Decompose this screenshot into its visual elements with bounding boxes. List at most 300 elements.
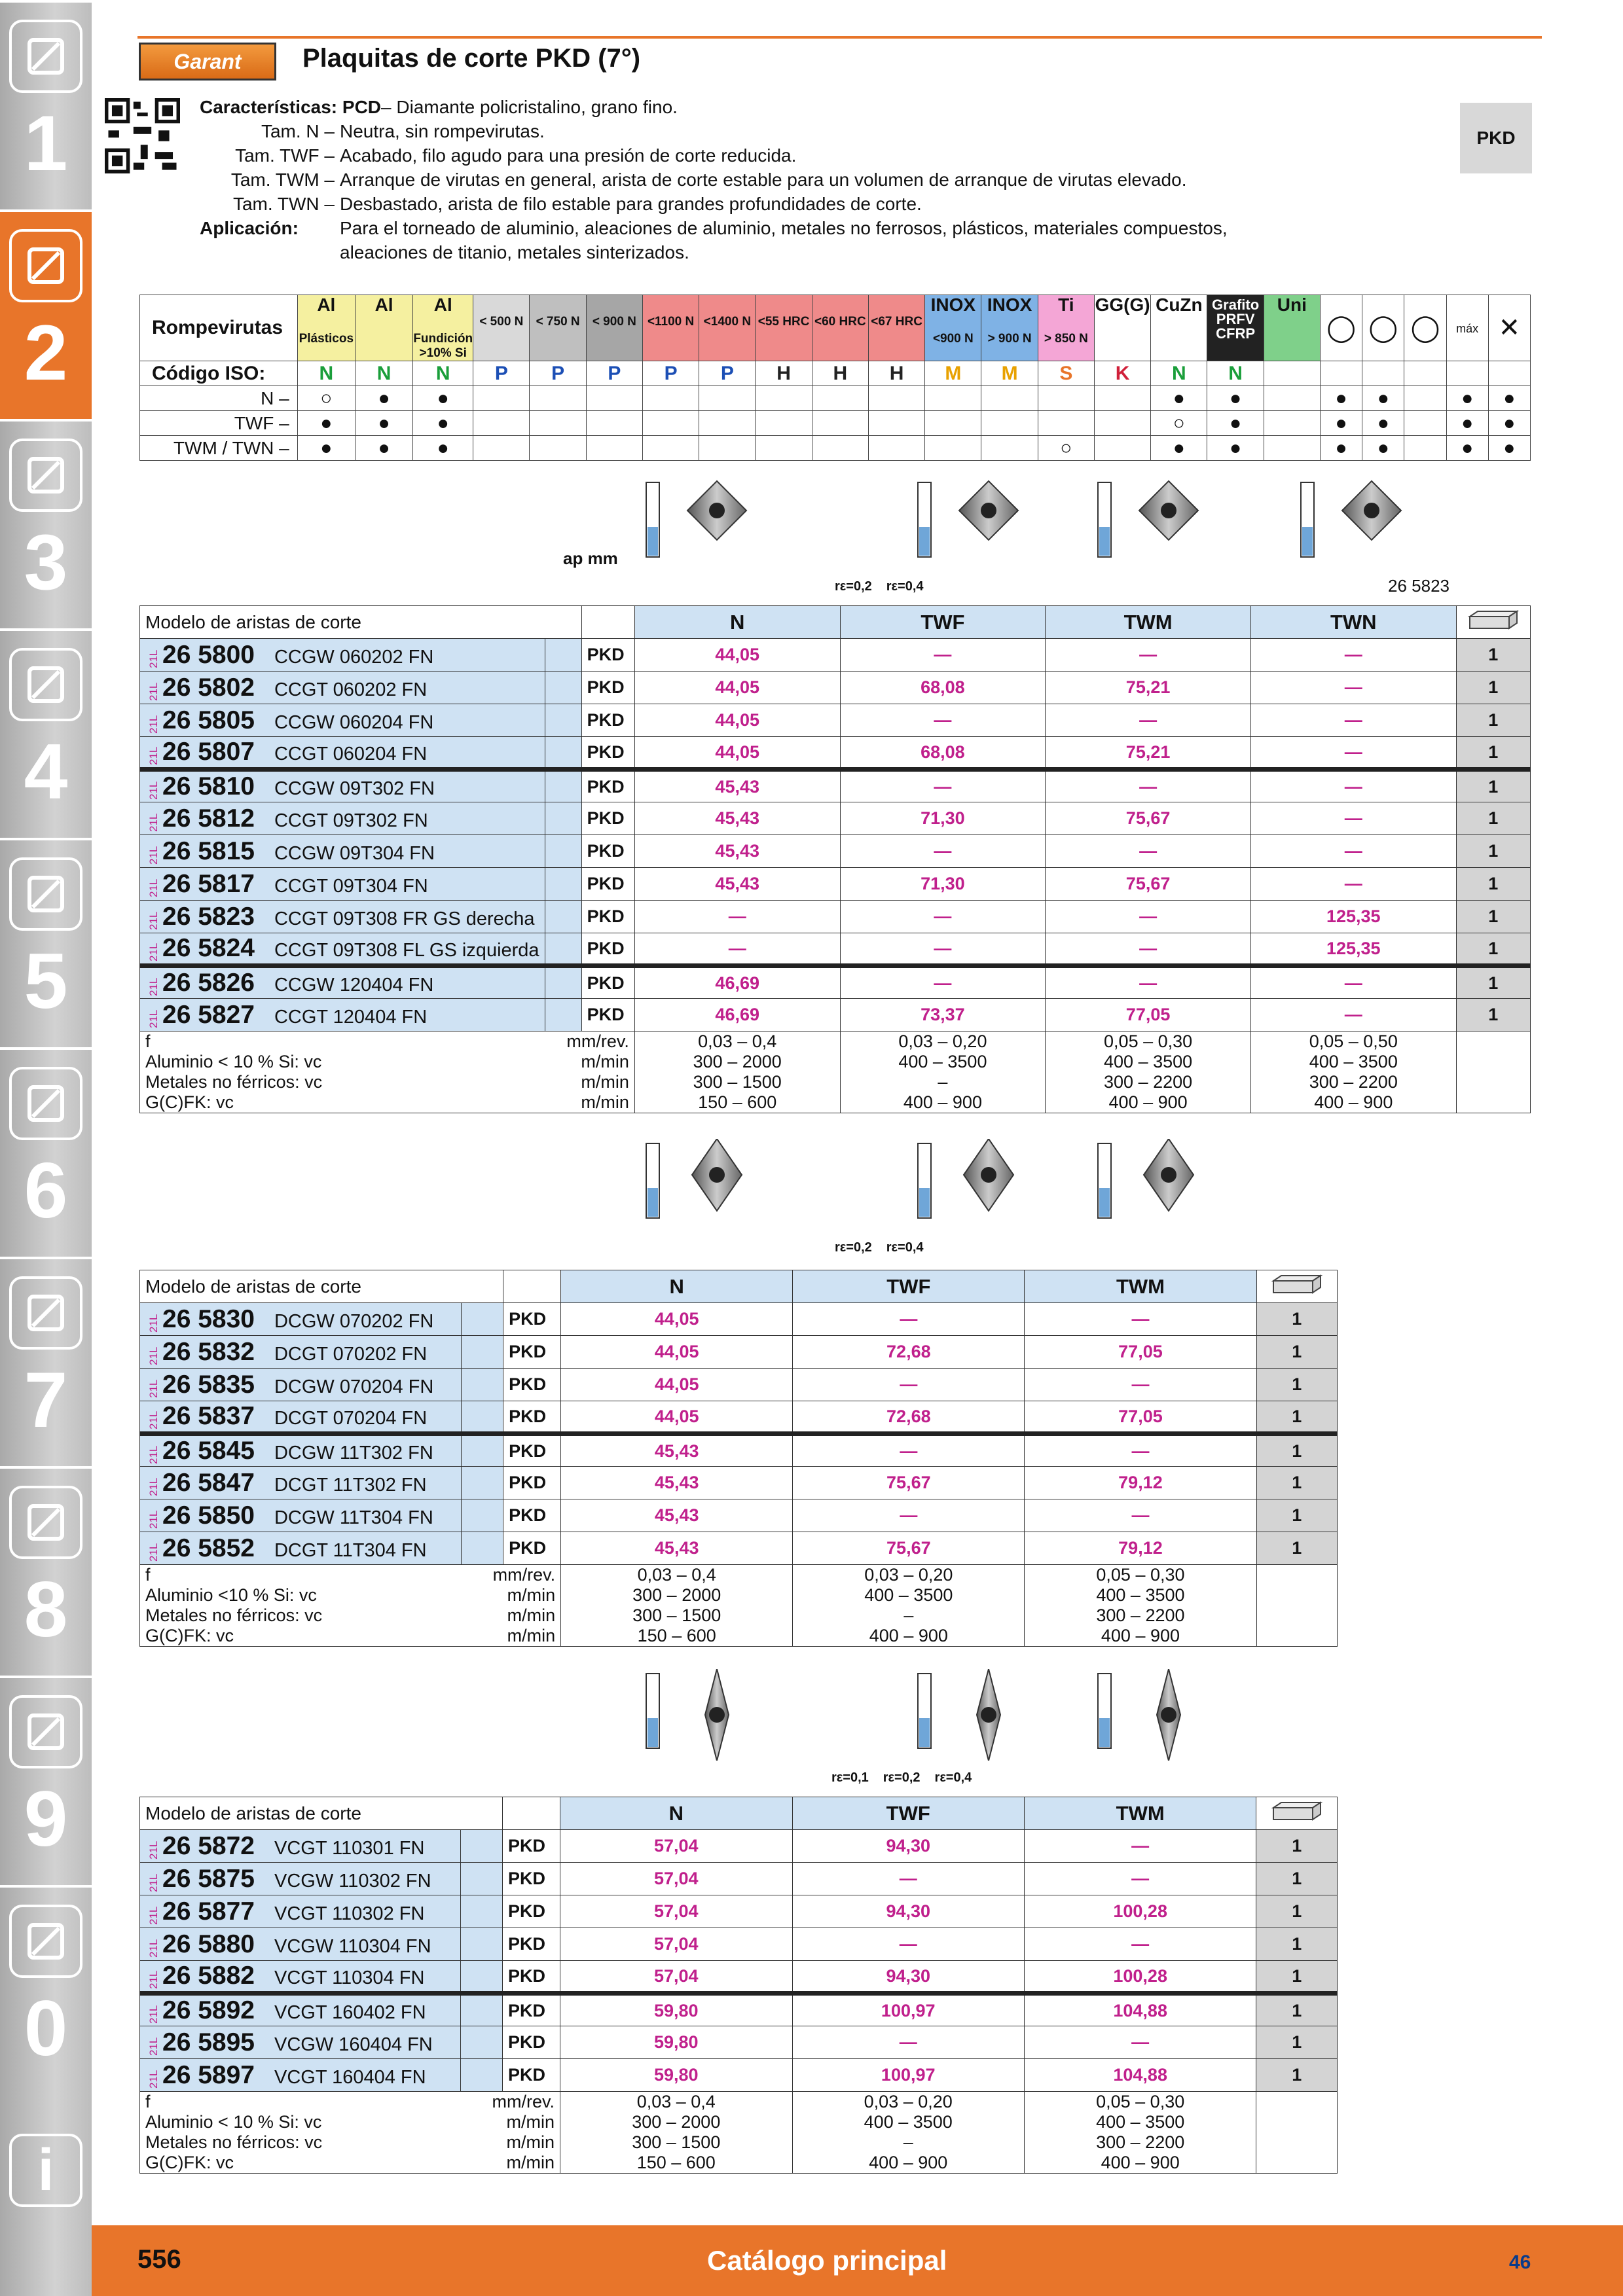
table-row[interactable] <box>140 1961 1338 1994</box>
table-row[interactable] <box>140 1532 1338 1565</box>
cutting-data-label: G(C)FK: vc <box>145 1092 234 1112</box>
cutting-data-value: 400 – 900 <box>1101 1626 1180 1645</box>
price-cell: — <box>1046 704 1251 737</box>
empty-cell <box>1456 1031 1530 1113</box>
characteristics-label: Características: <box>200 97 338 117</box>
type-column-header: TWM <box>1024 1797 1256 1830</box>
cutting-data-label: Aluminio < 10 % Si: vc <box>145 2112 322 2132</box>
table-row[interactable] <box>140 1994 1338 2026</box>
price-cell: 75,67 <box>1046 802 1251 835</box>
price-cell: 100,28 <box>1024 1895 1256 1928</box>
price-cell: 44,05 <box>561 1336 793 1369</box>
article-number: 26 5815 <box>162 836 255 865</box>
suitability-cell <box>355 436 412 461</box>
iso-code: H <box>776 362 791 384</box>
table-row[interactable] <box>140 2059 1338 2092</box>
price-cell: — <box>1250 802 1456 835</box>
table-row[interactable] <box>140 639 1531 672</box>
price-cell: 44,05 <box>634 737 840 770</box>
suitable-dot-icon <box>1336 391 1347 408</box>
material-column <box>297 295 355 361</box>
iso-code-cell <box>1151 361 1207 386</box>
material-column <box>586 295 642 361</box>
cutting-data-unit: mm/rev. <box>566 1031 629 1051</box>
application-label: Aplicación: <box>200 218 299 238</box>
suitability-cell <box>1362 386 1404 411</box>
price-cell: 44,05 <box>634 639 840 672</box>
pack-quantity: 1 <box>1256 1994 1338 2026</box>
model-header-spacer <box>581 606 634 639</box>
cutting-data-value: 300 – 2200 <box>1104 1072 1193 1092</box>
iso-code-cell <box>981 361 1038 386</box>
sidebar-chapter-4[interactable] <box>0 628 92 838</box>
designation: DCGW 070204 FN <box>274 1376 434 1397</box>
price-cell: 46,69 <box>634 999 840 1031</box>
table-row[interactable] <box>140 901 1531 933</box>
price-cell: 75,21 <box>1046 672 1251 704</box>
suitable-dot-icon <box>1230 440 1241 458</box>
suitable-dot-icon <box>1461 416 1473 433</box>
price-cell: — <box>840 933 1046 966</box>
article-cell <box>140 1336 462 1369</box>
designation-spacer <box>545 672 581 704</box>
price-cell: 75,67 <box>793 1532 1025 1565</box>
article-number: 26 5892 <box>162 1996 255 2024</box>
price-cell: 45,43 <box>634 802 840 835</box>
suitability-cell <box>1038 386 1094 411</box>
pack-quantity: 1 <box>1256 1532 1337 1565</box>
package-icon <box>1467 609 1520 631</box>
insert-image-icon <box>956 1139 1021 1234</box>
suitable-dot-icon <box>378 440 390 458</box>
cutting-data-value: – <box>903 2132 913 2152</box>
cutting-data-value: 0,05 – 0,30 <box>1096 2092 1185 2111</box>
iso-code-cell <box>699 361 756 386</box>
suitability-cell <box>1446 386 1488 411</box>
designation-spacer <box>545 999 581 1031</box>
price-cell: — <box>840 639 1046 672</box>
table-row[interactable] <box>140 966 1531 999</box>
table-row[interactable] <box>140 1895 1338 1928</box>
table-row[interactable] <box>140 672 1531 704</box>
article-tag: 21L <box>147 682 160 701</box>
article-tag: 21L <box>147 911 160 930</box>
article-tag: 21L <box>147 1906 160 1925</box>
sidebar-divider <box>0 209 92 212</box>
cutting-data-value: 400 – 900 <box>903 1092 982 1112</box>
article-number: 26 5830 <box>162 1304 255 1333</box>
iso-code: H <box>833 362 848 384</box>
article-tag: 21L <box>147 2037 160 2056</box>
table-row[interactable] <box>140 835 1531 868</box>
table-row[interactable] <box>140 1499 1338 1532</box>
suitability-cell <box>1264 411 1320 436</box>
suitability-cell <box>1320 411 1362 436</box>
article-number: 26 5800 <box>162 640 255 669</box>
iso-code-cell <box>642 361 699 386</box>
price-cell: 44,05 <box>634 672 840 704</box>
designation-spacer <box>461 1303 503 1336</box>
iso-code: N <box>1172 362 1186 384</box>
price-cell: — <box>1046 901 1251 933</box>
radius-label: rε=0,2 <box>835 579 872 594</box>
price-cell: — <box>1250 868 1456 901</box>
cutting-data-labels <box>140 1031 635 1113</box>
designation-spacer <box>461 1467 503 1499</box>
grade-cell: PKD <box>502 1830 560 1863</box>
suitability-cell <box>1362 436 1404 461</box>
cutting-data-row <box>145 1072 629 1092</box>
chip-breaker-table <box>139 295 1531 461</box>
price-cell: 73,37 <box>840 999 1046 1031</box>
cutting-data-unit: m/min <box>581 1052 629 1071</box>
suitability-cell <box>1446 436 1488 461</box>
article-tag: 21L <box>147 2070 160 2089</box>
suitability-cell <box>297 436 355 461</box>
suitable-dot-icon <box>1173 391 1185 408</box>
iso-code-cell <box>868 361 924 386</box>
insert-image-icon <box>1339 478 1404 573</box>
suitable-dot-icon <box>1173 440 1185 458</box>
suitability-cell <box>1320 386 1362 411</box>
designation: VCGW 110302 FN <box>274 1870 431 1892</box>
designation: VCGW 110304 FN <box>274 1935 431 1957</box>
table-row[interactable] <box>140 770 1531 802</box>
page-footer <box>92 2225 1623 2296</box>
article-number: 26 5812 <box>162 804 255 833</box>
article-number: 26 5872 <box>162 1831 255 1860</box>
depth-scale <box>917 481 934 564</box>
price-cell: 72,68 <box>793 1401 1025 1434</box>
pliers-icon <box>9 1276 82 1350</box>
material-strength: Plásticos <box>299 332 354 346</box>
cutting-data-row <box>145 1031 629 1052</box>
grade-cell: PKD <box>581 639 634 672</box>
table-row[interactable] <box>140 802 1531 835</box>
ap-label: ap mm <box>563 548 618 568</box>
material-column <box>530 295 586 361</box>
price-cell: 57,04 <box>560 1863 792 1895</box>
cutting-data-value: – <box>938 1072 948 1092</box>
material-name: Al <box>374 295 393 315</box>
material-name: CuZn <box>1156 295 1203 315</box>
price-cell: — <box>840 901 1046 933</box>
cutting-data-value: 0,03 – 0,4 <box>698 1031 777 1051</box>
grade-cell: PKD <box>581 901 634 933</box>
type-text: Neutra, sin rompevirutas. <box>340 121 545 141</box>
cutting-data-unit: m/min <box>581 1092 629 1112</box>
iso-code-cell <box>586 361 642 386</box>
suitability-cell <box>981 436 1038 461</box>
price-cell: — <box>1250 672 1456 704</box>
material-strength: <1100 N <box>647 315 695 329</box>
table-row[interactable] <box>140 999 1531 1031</box>
table-row[interactable] <box>140 933 1531 966</box>
article-tag: 21L <box>147 977 160 996</box>
sidebar-chapter-1[interactable] <box>0 0 92 209</box>
suitable-dot-icon <box>437 416 449 433</box>
insert-image-icon <box>1136 478 1201 573</box>
table-row[interactable] <box>140 1401 1338 1434</box>
iso-code: P <box>494 362 508 384</box>
material-column <box>981 295 1038 361</box>
material-column <box>1151 295 1207 361</box>
cutting-data-value: 150 – 600 <box>698 1092 777 1112</box>
sidebar-divider <box>0 628 92 631</box>
pack-quantity: 1 <box>1256 1434 1337 1467</box>
pack-quantity: 1 <box>1456 835 1530 868</box>
article-cell <box>140 901 545 933</box>
pack-quantity: 1 <box>1256 1830 1338 1863</box>
sidebar-chapter-6[interactable] <box>0 1047 92 1257</box>
suitability-cell <box>925 436 981 461</box>
iso-code: N <box>1228 362 1243 384</box>
suitable-dot-icon <box>1503 440 1515 458</box>
sidebar-chapter-2[interactable] <box>0 209 92 419</box>
article-number: 26 5826 <box>162 969 255 997</box>
model-header <box>140 606 582 639</box>
iso-code: N <box>319 362 334 384</box>
material-strength: > 900 N <box>987 332 1032 346</box>
pack-quantity: 1 <box>1456 639 1530 672</box>
material-column <box>355 295 412 361</box>
article-tag: 21L <box>147 1009 160 1028</box>
suitable-dot-icon <box>378 391 390 408</box>
article-number: 26 5877 <box>162 1897 255 1926</box>
article-tag: 21L <box>147 1970 160 1989</box>
price-cell: 57,04 <box>560 1830 792 1863</box>
pack-quantity: 1 <box>1256 1499 1337 1532</box>
designation-spacer <box>545 835 581 868</box>
price-cell: 94,30 <box>792 1961 1024 1994</box>
designation-spacer <box>461 1369 503 1401</box>
table-row[interactable] <box>140 2026 1338 2059</box>
price-cell: — <box>1046 639 1251 672</box>
cutting-data-unit: m/min <box>506 2153 555 2172</box>
cutting-data-label: Aluminio < 10 % Si: vc <box>145 1052 322 1071</box>
cutting-data-value: 400 – 900 <box>1314 1092 1393 1112</box>
designation: DCGT 11T302 FN <box>274 1474 427 1496</box>
table-row[interactable] <box>140 1434 1338 1467</box>
wrench-icon <box>9 1067 82 1140</box>
sidebar-chapter-3[interactable] <box>0 419 92 628</box>
suitability-cell <box>1320 436 1362 461</box>
iso-code-cell <box>812 361 868 386</box>
sidebar-chapter-0[interactable] <box>0 1885 92 2094</box>
iso-code: P <box>664 362 678 384</box>
cutting-data-value: 400 – 3500 <box>898 1052 987 1071</box>
type-column-header: TWN <box>1250 606 1456 639</box>
cutting-data-value: 400 – 3500 <box>864 2112 953 2132</box>
grade-cell: PKD <box>503 1434 561 1467</box>
table-row[interactable] <box>140 1336 1338 1369</box>
cutting-data-values <box>1046 1031 1251 1113</box>
material-name: GG(G) <box>1095 295 1150 315</box>
article-cell <box>140 1830 461 1863</box>
sidebar-chapter-9[interactable] <box>0 1676 92 1885</box>
product-table <box>139 1797 1338 2174</box>
insert-image-icon <box>684 1669 750 1764</box>
material-strength: <67 HRC <box>871 315 922 329</box>
cutting-data-value: 300 – 2000 <box>693 1052 782 1071</box>
material-strength: <60 HRC <box>814 315 866 329</box>
iso-code: N <box>376 362 392 384</box>
radius-label: rε=0,1 <box>831 1770 869 1785</box>
pack-quantity: 1 <box>1256 1401 1337 1434</box>
suitable-dot-icon <box>1461 440 1473 458</box>
coolant-max-label: máx <box>1456 322 1479 335</box>
suitability-cell <box>925 411 981 436</box>
suitable-dot-icon <box>1377 416 1389 433</box>
price-cell: 68,08 <box>840 737 1046 770</box>
toolbox-icon <box>9 1486 82 1559</box>
designation-spacer <box>461 1336 503 1369</box>
cutting-data-value: 0,03 – 0,4 <box>637 1565 716 1585</box>
suitability-cell <box>530 436 586 461</box>
suitability-cell <box>1264 386 1320 411</box>
cutting-data-values <box>560 2092 792 2174</box>
cutting-data-row <box>145 1585 555 1605</box>
table-row[interactable] <box>140 1303 1338 1336</box>
iso-code: M <box>1001 362 1018 384</box>
conditional-ring-icon <box>1060 440 1072 458</box>
cutting-data-unit: m/min <box>581 1072 629 1092</box>
cutting-data-value: 300 – 1500 <box>632 1605 721 1625</box>
suitable-dot-icon <box>1377 440 1389 458</box>
price-cell: — <box>1250 999 1456 1031</box>
iso-code-cell <box>473 361 530 386</box>
material-column <box>1094 295 1150 361</box>
table-row[interactable] <box>140 1863 1338 1895</box>
table-row[interactable] <box>140 704 1531 737</box>
suitability-cell <box>530 411 586 436</box>
radius-label: rε=0,4 <box>886 579 924 594</box>
breaker-type-label: N – <box>261 387 289 408</box>
sidebar-chapter-8[interactable] <box>0 1466 92 1676</box>
article-tag: 21L <box>147 878 160 897</box>
designation-spacer <box>545 770 581 802</box>
suitability-cell <box>1207 386 1264 411</box>
price-cell: — <box>1046 770 1251 802</box>
price-cell: — <box>1250 835 1456 868</box>
package-icon <box>1271 1273 1323 1295</box>
suitability-cell <box>1404 436 1446 461</box>
iso-label: Código ISO: <box>152 362 266 384</box>
article-number: 26 5835 <box>162 1370 255 1399</box>
cutting-data-values <box>561 1565 793 1647</box>
designation: CCGT 060202 FN <box>274 679 428 700</box>
price-cell: — <box>1250 966 1456 999</box>
iso-code-cell <box>1207 361 1264 386</box>
material-strength: Fundición >10% Si <box>413 332 473 360</box>
breaker-label: Rompevirutas <box>152 317 283 338</box>
price-cell: — <box>792 2026 1024 2059</box>
empty-cell <box>1256 2092 1338 2174</box>
turning-operation-icon: ◯ <box>1410 314 1440 342</box>
grade-cell: PKD <box>502 1994 560 2026</box>
article-cell <box>140 835 545 868</box>
price-cell: 45,43 <box>561 1467 793 1499</box>
suitable-dot-icon <box>1336 416 1347 433</box>
table-row[interactable] <box>140 1467 1338 1499</box>
cutting-data-value: 0,03 – 0,4 <box>636 2092 716 2111</box>
cutting-data-unit: m/min <box>507 1626 556 1645</box>
price-cell: 45,43 <box>634 835 840 868</box>
suitability-cell <box>981 411 1038 436</box>
suitable-dot-icon <box>1503 391 1515 408</box>
sidebar-chapter-number: 4 <box>24 728 68 816</box>
type-text: Arranque de virutas en general, arista de corte estable para un volumen de arranque de virutas elevado. <box>340 170 1187 190</box>
suitability-cell <box>413 386 473 411</box>
grade-cell: PKD <box>581 966 634 999</box>
designation: CCGW 120404 FN <box>274 975 434 996</box>
table-row[interactable] <box>140 1830 1338 1863</box>
price-cell: 45,43 <box>634 770 840 802</box>
grade-cell: PKD <box>503 1336 561 1369</box>
corner-radius-labels <box>835 1240 924 1255</box>
price-cell: 104,88 <box>1024 1994 1256 2026</box>
pack-quantity: 1 <box>1456 933 1530 966</box>
cutting-data-value: 300 – 2200 <box>1096 1605 1185 1625</box>
article-tag: 21L <box>147 1873 160 1892</box>
table-row[interactable] <box>140 1369 1338 1401</box>
model-header-label: Modelo de aristas de corte <box>145 1803 361 1823</box>
designation-spacer <box>545 802 581 835</box>
qr-code-icon[interactable] <box>105 98 180 173</box>
grade-cell: PKD <box>503 1303 561 1336</box>
grade-cell: PKD <box>502 1961 560 1994</box>
suitability-cell <box>1446 411 1488 436</box>
depth-scale <box>917 1142 934 1225</box>
type-column-header: TWM <box>1025 1270 1256 1303</box>
suitability-cell <box>1151 386 1207 411</box>
sidebar-divider <box>0 1257 92 1259</box>
designation: CCGT 120404 FN <box>274 1006 428 1028</box>
article-tag: 21L <box>147 1346 160 1365</box>
table-row[interactable] <box>140 737 1531 770</box>
iso-code-cell <box>925 361 981 386</box>
article-tag: 21L <box>147 1314 160 1333</box>
price-cell: — <box>793 1303 1025 1336</box>
garant-logo: Garant <box>139 43 276 81</box>
article-cell <box>140 2026 461 2059</box>
suitability-cell <box>925 386 981 411</box>
article-tag: 21L <box>147 1510 160 1529</box>
cutting-data-row <box>145 1626 555 1646</box>
cutting-data-value: 150 – 600 <box>636 2153 716 2172</box>
price-cell: — <box>1025 1499 1256 1532</box>
iso-code-cell <box>1038 361 1094 386</box>
sidebar-chapter-number: 0 <box>24 1984 68 2072</box>
iso-code: P <box>608 362 621 384</box>
depth-scale <box>917 1672 934 1755</box>
pack-quantity: 1 <box>1456 737 1530 770</box>
suitability-cell <box>1094 436 1150 461</box>
sidebar-chapter-5[interactable] <box>0 838 92 1047</box>
price-cell: 44,05 <box>561 1369 793 1401</box>
article-tag: 21L <box>147 1543 160 1562</box>
table-row[interactable] <box>140 868 1531 901</box>
type-text: Acabado, filo agudo para una presión de corte reducida. <box>340 145 797 166</box>
breaker-header <box>140 295 298 361</box>
designation: DCGW 11T304 FN <box>274 1507 433 1528</box>
price-cell: — <box>1250 639 1456 672</box>
table-row[interactable] <box>140 1928 1338 1961</box>
article-tag: 21L <box>147 1410 160 1429</box>
sidebar-chapter-7[interactable] <box>0 1257 92 1466</box>
article-cell <box>140 2059 461 2092</box>
sidebar-info[interactable] <box>0 2094 92 2296</box>
